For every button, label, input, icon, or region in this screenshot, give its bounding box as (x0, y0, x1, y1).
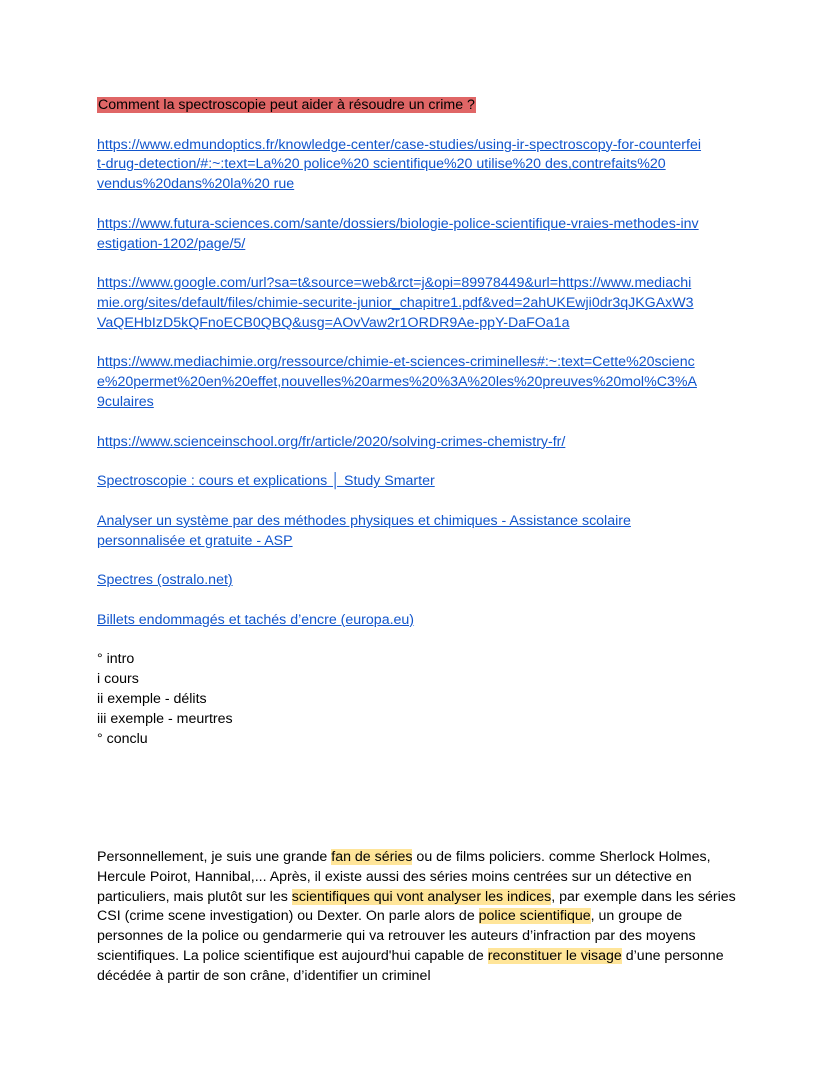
paragraph-text: d’une personne décédée à partir de son crâne, d’identifier un criminel (97, 948, 724, 984)
blank-space (97, 769, 737, 848)
link-line: https://www.edmundoptics.fr/knowledge-center/case-studies/using-ir-spectroscopy-for-counterfei (97, 136, 702, 153)
link-line: https://www.mediachimie.org/ressource/chimie-et-sciences-criminelles#:~:text=Cette%20scienc (97, 354, 695, 371)
link-block (97, 571, 737, 591)
link-block (97, 136, 737, 195)
highlighted-text: reconstituer le visage (487, 948, 622, 965)
link-line: VaQEHbIzD5kQFnoECB0QBQ&usg=AOvVaw2r1ORDR9Ae-ppY-DaFOa1a (97, 314, 570, 331)
reference-link[interactable] (97, 215, 737, 255)
intro-paragraph (97, 848, 737, 987)
link-line: Billets endommagés et tachés d’encre (europa.eu) (97, 611, 415, 628)
link-line: Spectroscopie : cours et explications │ Study Smarter (97, 473, 435, 490)
reference-link[interactable] (97, 136, 737, 195)
link-block (97, 472, 737, 492)
link-line: Spectres (ostralo.net) (97, 572, 233, 589)
highlighted-text: police scientifique (478, 908, 591, 925)
document-page (97, 96, 737, 987)
paragraph-text: Personnellement, je suis une grande (97, 849, 332, 866)
document-title: Comment la spectroscopie peut aider à résoudre un crime ? (98, 97, 475, 113)
outline-item: ° conclu (97, 730, 148, 747)
link-block (97, 611, 737, 631)
reference-link[interactable] (97, 274, 737, 333)
reference-link[interactable] (97, 611, 737, 631)
paragraph-text: , un groupe de personnes de la police ou gendarmerie qui va retrouver les auteurs d’infraction par des moyens scientifiques. La police scientifique est aujourd'hui capable de (97, 908, 696, 965)
highlighted-text: fan de séries (331, 849, 413, 866)
link-line: https://www.google.com/url?sa=t&source=web&rct=j&opi=89978449&url=https://www.mediachi (97, 275, 692, 292)
link-line: https://www.scienceinschool.org/fr/article/2020/solving-crimes-chemistry-fr/ (97, 433, 566, 450)
document-title-block (97, 96, 737, 116)
link-line: t-drug-detection/#:~:text=La%20 police%20 scientifique%20 utilise%20 des,contrefaits%20 (97, 156, 666, 173)
link-line: 9culaires (97, 393, 154, 410)
outline-item: ° intro (97, 651, 135, 668)
link-line: personnalisée et gratuite - ASP (97, 532, 293, 549)
link-line: https://www.futura-sciences.com/sante/dossiers/biologie-police-scientifique-vraies-methodes-inv (97, 215, 699, 232)
link-block (97, 433, 737, 453)
outline-item: ii exemple - délits (97, 690, 207, 707)
reference-link[interactable] (97, 433, 737, 453)
outline-item: i cours (97, 671, 139, 688)
link-block (97, 512, 737, 552)
reference-link[interactable] (97, 472, 737, 492)
highlighted-text: scientifiques qui vont analyser les indices (291, 888, 552, 905)
reference-link[interactable] (97, 353, 737, 412)
link-line: vendus%20dans%20la%20 rue (97, 176, 295, 193)
link-line: mie.org/sites/default/files/chimie-securite-junior_chapitre1.pdf&ved=2ahUKEwji0dr3qJKGAxW3 (97, 294, 694, 311)
reference-link[interactable] (97, 571, 737, 591)
outline-item: iii exemple - meurtres (97, 710, 233, 727)
link-line: estigation-1202/page/5/ (97, 235, 246, 252)
reference-link[interactable] (97, 512, 737, 552)
link-line: e%20permet%20en%20effet,nouvelles%20armes%20%3A%20les%20preuves%20mol%C3%A (97, 374, 697, 391)
outline-list (97, 650, 737, 749)
link-block (97, 215, 737, 255)
links-list (97, 136, 737, 631)
link-block (97, 274, 737, 333)
paragraph-text: , par exemple dans les séries CSI (crime scene investigation) ou Dexter. On parle alors de (97, 888, 736, 925)
link-block (97, 353, 737, 412)
link-line: Analyser un système par des méthodes physiques et chimiques - Assistance scolaire (97, 512, 631, 529)
paragraph-text: ou de films policiers. comme Sherlock Holmes, Hercule Poirot, Hannibal,... Après, il existe aussi des séries moins centrées sur un détective en particuliers, mais plutôt sur les (97, 849, 711, 905)
